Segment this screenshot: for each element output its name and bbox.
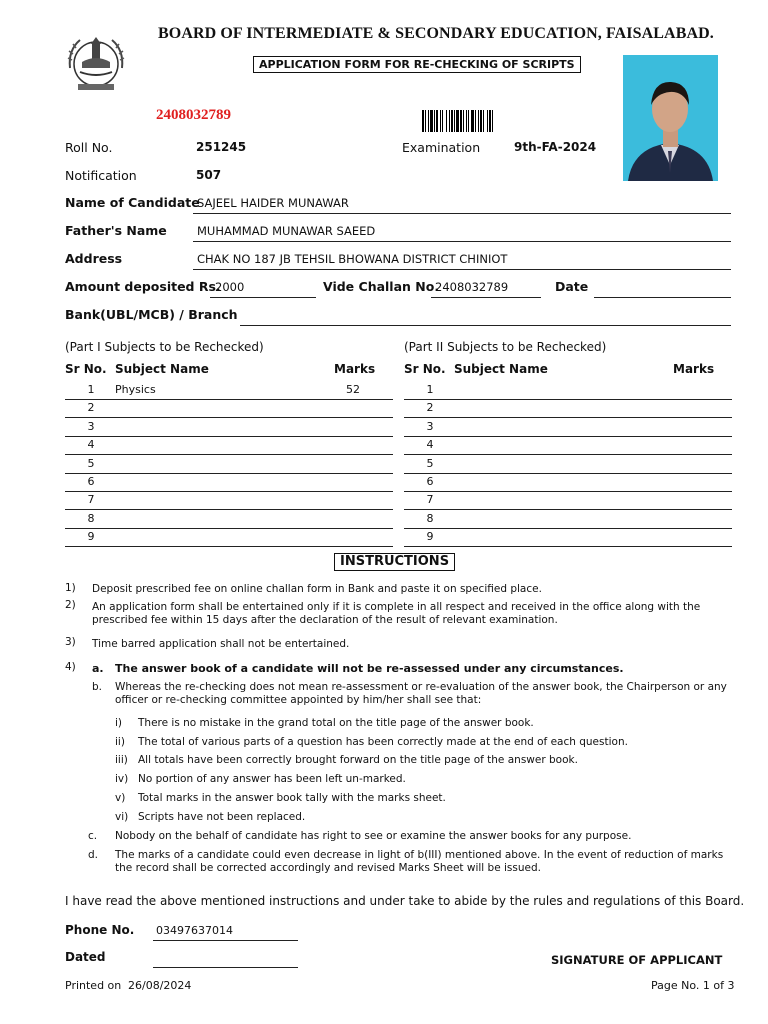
instr-4a-mark: a. — [92, 662, 104, 675]
barcode-bar — [463, 110, 464, 132]
bank-label: Bank(UBL/MCB) / Branch — [65, 307, 238, 322]
part2-row-sr: 3 — [426, 419, 434, 433]
instr-sub-text: Scripts have not been replaced. — [138, 810, 306, 823]
barcode-bar — [442, 110, 443, 132]
part2-row-line — [404, 399, 732, 400]
instr-sub-mark: iii) — [115, 754, 128, 767]
dated-label: Dated — [65, 950, 106, 964]
part2-row-sr: 4 — [426, 438, 434, 452]
part2-row-sr: 1 — [426, 383, 434, 396]
instructions-heading: INSTRUCTIONS — [334, 553, 455, 571]
barcode-bar — [487, 110, 488, 132]
part1-row-sr: 6 — [87, 475, 95, 488]
barcode-bar — [454, 110, 455, 132]
instr-2-text: An application form shall be entertained only if it is complete in all respect and received in the office along with the prescribed fee within 15 days after the declaration of the result of relevant examination. — [92, 601, 701, 626]
name-label: Name of Candidate — [65, 195, 200, 210]
part2-row-line — [404, 491, 732, 492]
instr-4-num: 4) — [65, 661, 76, 673]
page-number: Page No. 1 of 3 — [651, 979, 735, 992]
amount-label: Amount deposited Rs. — [65, 279, 221, 294]
date-underline — [594, 297, 731, 298]
instr-3-text: Time barred application shall not be entertained. — [92, 638, 350, 650]
part1-row-sr: 8 — [87, 511, 95, 525]
father-value: MUHAMMAD MUNAWAR SAEED — [197, 224, 376, 238]
barcode-bar — [430, 110, 433, 132]
part1-title: (Part I Subjects to be Rechecked) — [65, 340, 264, 354]
part1-row-sr: 7 — [87, 493, 95, 507]
phone-underline — [153, 940, 298, 941]
barcode-bar — [475, 110, 476, 132]
part1-row-line — [65, 528, 393, 529]
form-number: 2408032789 — [156, 107, 231, 123]
address-label: Address — [65, 251, 123, 266]
part2-row-sr: 8 — [426, 511, 434, 525]
declaration-text: I have read the above mentioned instructions and under take to abide by the rules and regulations of this Board. — [65, 894, 745, 908]
instr-2-num: 2) — [65, 599, 76, 611]
roll-value: 251245 — [196, 140, 247, 154]
part2-row-sr: 2 — [426, 401, 434, 415]
barcode-bar — [466, 110, 467, 132]
date-label: Date — [555, 279, 589, 294]
part2-row-sr: 9 — [426, 530, 434, 544]
instr-sub-mark: iv) — [115, 773, 129, 786]
applicant-photo — [623, 55, 718, 181]
part1-row-sr: 9 — [87, 530, 95, 544]
part2-col-subject: Subject Name — [454, 362, 548, 376]
part2-row-sr: 6 — [426, 475, 434, 488]
instr-sub-text: Total marks in the answer book tally with the marks sheet. — [138, 791, 446, 804]
part1-row-line — [65, 454, 393, 455]
notification-label: Notification — [65, 168, 137, 183]
barcode-bar — [434, 110, 435, 132]
part1-row-line — [65, 473, 393, 474]
instr-4d-text: The marks of a candidate could even decrease in light of b(III) mentioned above. In the event of reduction of marks the record shall be corrected accordingly and revised Marks Sheet will be issued. — [115, 849, 724, 874]
instr-sub-text: The total of various parts of a question has been correctly made at the end of each question. — [138, 735, 628, 748]
barcode-bar — [428, 110, 429, 132]
instr-sub-mark: vi) — [115, 810, 129, 823]
barcode-bar — [440, 110, 441, 132]
barcode-bar — [480, 110, 482, 132]
barcode-bar — [436, 110, 438, 132]
barcode-bar — [446, 110, 447, 132]
barcode-bar — [451, 110, 453, 132]
part1-row-subject: Physics — [115, 383, 156, 396]
part1-row-line — [65, 399, 393, 400]
challan-underline — [431, 297, 541, 298]
father-underline — [193, 241, 731, 242]
part2-title: (Part II Subjects to be Rechecked) — [404, 340, 607, 354]
challan-value: 2408032789 — [435, 280, 509, 294]
name-value: SAJEEL HAIDER MUNAWAR — [197, 196, 349, 210]
amount-underline — [210, 297, 316, 298]
challan-label: Vide Challan No. — [323, 279, 440, 294]
barcode-bar — [489, 110, 491, 132]
part2-col-sr: Sr No. — [404, 362, 446, 376]
barcode-bar — [422, 110, 424, 132]
barcode-bar — [460, 110, 462, 132]
form-title: APPLICATION FORM FOR RE-CHECKING OF SCRIPTS — [253, 56, 581, 73]
part1-row-line — [65, 509, 393, 510]
barcode-bar — [449, 110, 450, 132]
amount-value: 2000 — [215, 280, 245, 294]
part1-col-sr: Sr No. — [65, 362, 107, 376]
part2-row-sr: 5 — [426, 456, 434, 470]
part1-row-sr: 3 — [87, 419, 95, 433]
instr-1-num: 1) — [65, 582, 76, 594]
address-underline — [193, 269, 731, 270]
bank-underline — [240, 325, 731, 326]
printed-label: Printed on — [65, 979, 122, 992]
part2-row-line — [404, 473, 732, 474]
barcode-bar — [456, 110, 459, 132]
part1-row-line — [65, 546, 393, 547]
barcode-icon — [422, 110, 538, 132]
instr-4c-mark: c. — [88, 830, 98, 842]
part2-row-line — [404, 417, 732, 418]
part2-row-line — [404, 436, 732, 437]
part1-row-line — [65, 491, 393, 492]
instr-4b-text: Whereas the re-checking does not mean re-assessment or re-evaluation of the answer book, the Chairperson or any officer or re-checking committee appointed by him/her shall see that: — [115, 681, 727, 706]
board-crest-logo-icon — [62, 28, 130, 96]
part1-row-line — [65, 417, 393, 418]
instr-4d-mark: d. — [88, 849, 99, 861]
barcode-bar — [468, 110, 469, 132]
instr-4b-mark: b. — [92, 681, 103, 693]
phone-value: 03497637014 — [156, 924, 233, 937]
board-title: BOARD OF INTERMEDIATE & SECONDARY EDUCATION, FAISALABAD. — [158, 25, 714, 42]
printed-date: 26/08/2024 — [128, 979, 192, 992]
part2-row-line — [404, 546, 732, 547]
part1-row-sr: 2 — [87, 401, 95, 415]
instr-sub-text: No portion of any answer has been left un-marked. — [138, 773, 406, 786]
barcode-bar — [478, 110, 479, 132]
part1-row-marks: 52 — [346, 383, 360, 396]
part1-row-sr: 1 — [87, 383, 95, 396]
instr-sub-mark: v) — [115, 791, 126, 804]
part1-row-line — [65, 436, 393, 437]
instr-4a-text: The answer book of a candidate will not be re-assessed under any circumstances. — [115, 662, 624, 675]
exam-value: 9th-FA-2024 — [514, 140, 597, 154]
signature-label: SIGNATURE OF APPLICANT — [551, 953, 723, 967]
phone-label: Phone No. — [65, 923, 135, 937]
name-underline — [193, 213, 731, 214]
part2-row-line — [404, 454, 732, 455]
address-value: CHAK NO 187 JB TEHSIL BHOWANA DISTRICT CHINIOT — [197, 252, 508, 266]
father-label: Father's Name — [65, 223, 167, 238]
instr-sub-text: All totals have been correctly brought forward on the title page of the answer book. — [138, 754, 578, 767]
notification-value: 507 — [196, 168, 222, 182]
barcode-bar — [483, 110, 484, 132]
part2-col-marks: Marks — [673, 362, 715, 376]
instr-3-num: 3) — [65, 636, 76, 648]
part2-row-sr: 7 — [426, 493, 434, 507]
barcode-bar — [492, 110, 493, 132]
part1-row-sr: 4 — [87, 438, 95, 452]
part2-row-line — [404, 509, 732, 510]
instr-sub-text: There is no mistake in the grand total on the title page of the answer book. — [138, 717, 534, 729]
barcode-bar — [425, 110, 426, 132]
barcode-bar — [471, 110, 474, 132]
instr-sub-mark: i) — [115, 717, 123, 729]
dated-underline — [153, 967, 298, 968]
instr-4c-text: Nobody on the behalf of candidate has right to see or examine the answer books for any purpose. — [115, 830, 632, 842]
instr-1-text: Deposit prescribed fee on online challan form in Bank and paste it on specified place. — [92, 583, 542, 595]
instr-sub-mark: ii) — [115, 735, 125, 748]
part1-row-sr: 5 — [87, 456, 95, 470]
part1-col-marks: Marks — [334, 362, 376, 376]
exam-label: Examination — [402, 140, 481, 155]
part1-col-subject: Subject Name — [115, 362, 209, 376]
part2-row-line — [404, 528, 732, 529]
roll-label: Roll No. — [65, 140, 113, 155]
